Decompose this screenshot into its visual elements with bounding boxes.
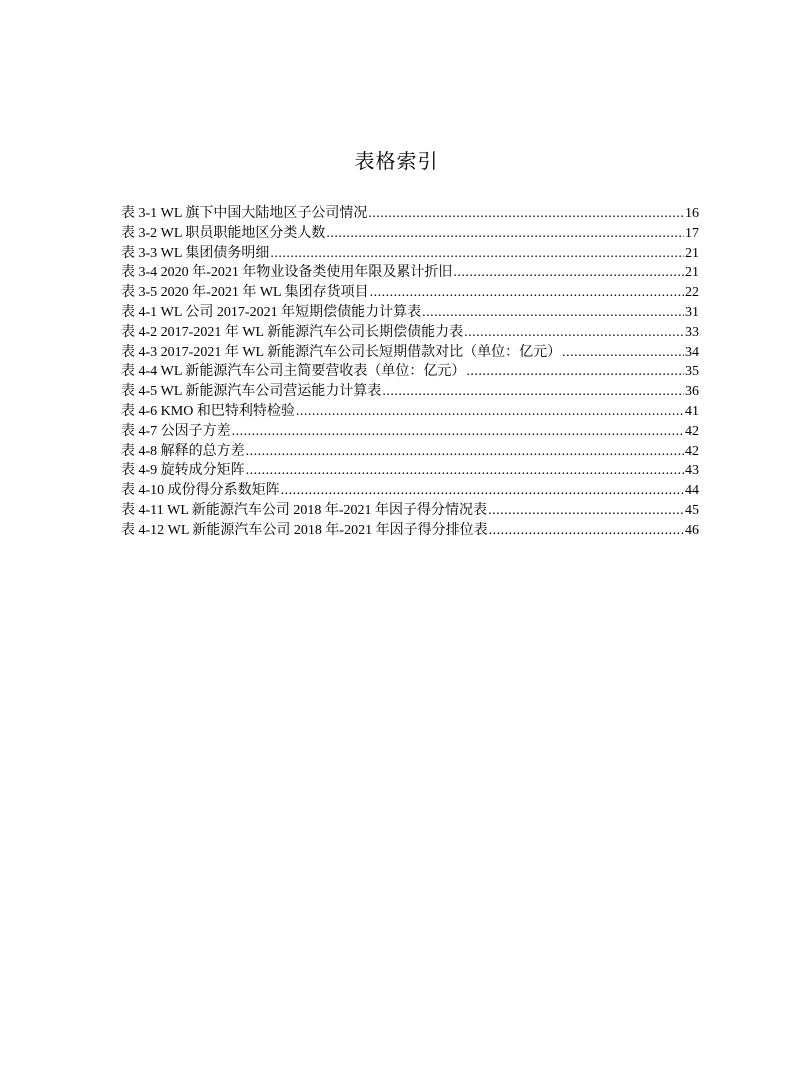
toc-entry-label: 表 3-1 WL 旗下中国大陆地区子公司情况 [121, 206, 368, 221]
toc-dot-leader [489, 521, 684, 541]
toc-dot-leader [296, 402, 684, 422]
toc-page-number: 17 [685, 225, 699, 241]
toc-entry[interactable] [121, 224, 699, 244]
toc-entry-label: 表 4-11 WL 新能源汽车公司 2018 年-2021 年因子得分情况表 [121, 502, 488, 518]
toc-entry-label: 表 4-2 2017-2021 年 WL 新能源汽车公司长期偿债能力表 [121, 324, 464, 340]
toc-entry-label: 表 4-9 旋转成分矩阵 [121, 463, 245, 479]
toc-entry-label: 表 3-4 2020 年-2021 年物业设备类使用年限及累计折旧 [121, 265, 453, 281]
toc-dot-leader [488, 501, 684, 521]
page-title: 表格索引 [354, 149, 439, 173]
toc-page-number: 44 [685, 483, 699, 499]
toc-entry[interactable] [121, 521, 699, 541]
toc-entry[interactable] [121, 481, 699, 501]
toc-entry[interactable] [121, 283, 699, 303]
toc-entry[interactable] [121, 263, 699, 283]
toc-entry-label: 表 4-3 2017-2021 年 WL 新能源汽车公司长短期借款对比（单位：亿元） [121, 344, 562, 360]
toc-dot-leader [281, 481, 684, 501]
toc-entry-label: 表 3-5 2020 年-2021 年 WL 集团存货项目 [121, 285, 369, 301]
toc-page-number: 16 [685, 206, 699, 221]
toc-page-number: 34 [685, 344, 699, 360]
toc-dot-leader [270, 244, 684, 264]
toc-entry[interactable] [121, 362, 699, 382]
toc-dot-leader [370, 283, 684, 303]
toc-page-number: 42 [685, 423, 699, 439]
toc-dot-leader [422, 303, 684, 323]
toc-entry[interactable] [121, 303, 699, 323]
toc-entry-label: 表 3-3 WL 集团债务明细 [121, 245, 270, 261]
toc-page-number: 35 [685, 364, 699, 380]
toc-dot-leader [562, 343, 684, 363]
toc-entry[interactable] [121, 422, 699, 442]
toc-entry[interactable] [121, 402, 699, 422]
toc-page-number: 21 [685, 265, 699, 281]
toc-page-number: 41 [685, 403, 699, 419]
toc-dot-leader [246, 461, 684, 481]
toc-entry[interactable] [121, 323, 699, 343]
toc-page-number: 46 [685, 522, 699, 538]
toc-entry[interactable] [121, 501, 699, 521]
toc-entry-label: 表 4-4 WL 新能源汽车公司主简要营收表（单位：亿元） [121, 364, 466, 380]
table-index-list [121, 204, 699, 541]
toc-entry-label: 表 4-10 成份得分系数矩阵 [121, 483, 280, 499]
toc-entry-label: 表 4-12 WL 新能源汽车公司 2018 年-2021 年因子得分排位表 [121, 522, 488, 538]
toc-entry[interactable] [121, 382, 699, 402]
toc-entry-label: 表 4-7 公因子方差 [121, 423, 231, 439]
toc-dot-leader [326, 224, 684, 244]
toc-page-number: 33 [685, 324, 699, 340]
toc-dot-leader [382, 382, 684, 402]
toc-entry-label: 表 3-2 WL 职员职能地区分类人数 [121, 225, 326, 241]
toc-dot-leader [232, 422, 684, 442]
toc-page-number: 45 [685, 502, 699, 518]
toc-page-number: 22 [685, 285, 699, 301]
toc-dot-leader [368, 204, 684, 224]
toc-entry[interactable] [121, 343, 699, 363]
toc-entry[interactable] [121, 461, 699, 481]
toc-entry-label: 表 4-6 KMO 和巴特利特检验 [121, 403, 295, 419]
toc-entry-label: 表 4-8 解释的总方差 [121, 443, 245, 459]
toc-entry[interactable] [121, 442, 699, 462]
toc-entry-label: 表 4-1 WL 公司 2017-2021 年短期偿债能力计算表 [121, 304, 422, 320]
toc-entry[interactable] [121, 204, 699, 224]
toc-entry[interactable] [121, 244, 699, 264]
toc-page-number: 21 [685, 245, 699, 261]
toc-dot-leader [453, 263, 684, 283]
toc-page-number: 43 [685, 463, 699, 479]
toc-dot-leader [246, 442, 684, 462]
toc-page-number: 42 [685, 443, 699, 459]
toc-entry-label: 表 4-5 WL 新能源汽车公司营运能力计算表 [121, 384, 382, 400]
toc-page-number: 31 [685, 304, 699, 320]
toc-page-number: 36 [685, 384, 699, 400]
toc-dot-leader [466, 362, 684, 382]
toc-dot-leader [464, 323, 684, 343]
